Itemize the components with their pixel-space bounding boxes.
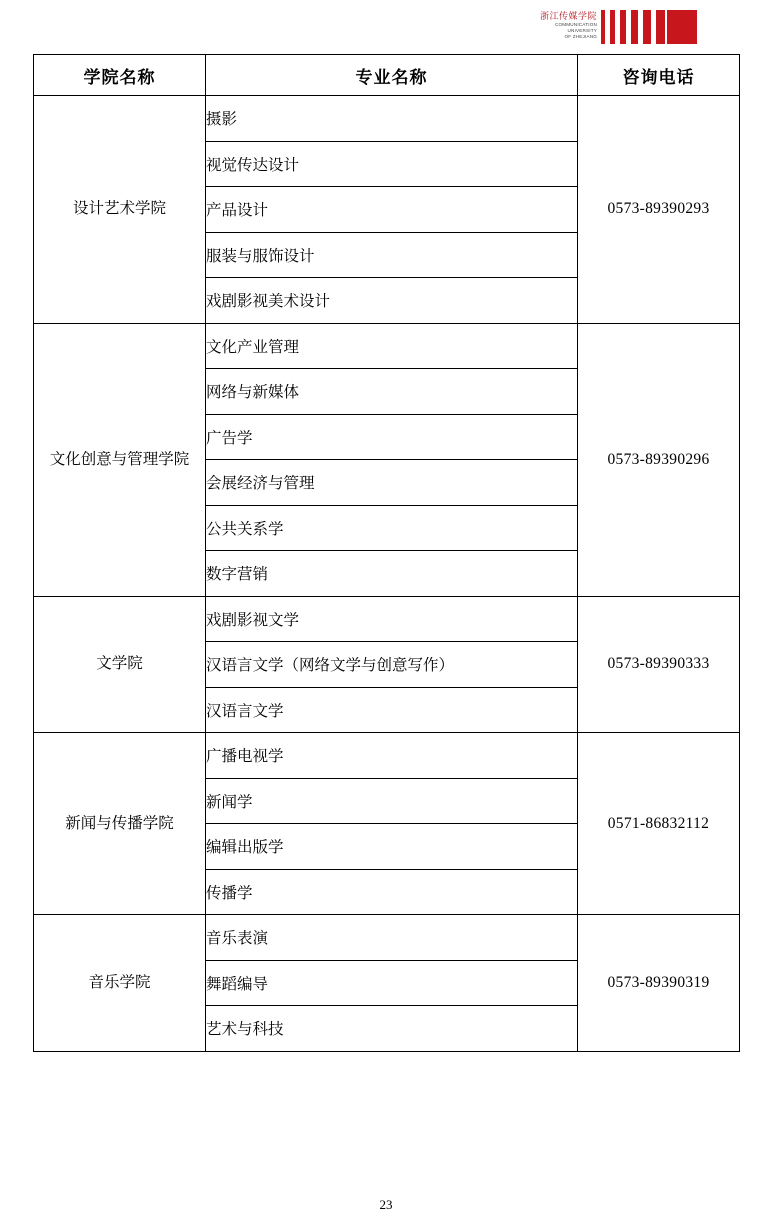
cell-major-name: 汉语言文学（网络文学与创意写作） [206, 642, 578, 688]
cell-phone-number: 0573-89390293 [578, 96, 740, 324]
cell-major-name: 网络与新媒体 [206, 369, 578, 415]
page-number: 23 [379, 1197, 393, 1212]
cell-major-name: 广播电视学 [206, 733, 578, 779]
cell-college-name: 文化创意与管理学院 [34, 323, 206, 596]
logo-name-chinese: 浙江传媒学院 [540, 11, 598, 21]
table-header-row [34, 55, 740, 96]
cell-major-name: 会展经济与管理 [206, 460, 578, 506]
logo-mark-icon [601, 10, 697, 44]
cell-college-name: 新闻与传播学院 [34, 733, 206, 915]
cell-major-name: 文化产业管理 [206, 323, 578, 369]
cell-major-name: 数字营销 [206, 551, 578, 597]
cell-phone-number: 0573-89390319 [578, 915, 740, 1052]
cell-major-name: 广告学 [206, 414, 578, 460]
table-header-college: 学院名称 [34, 55, 206, 96]
table-row [34, 915, 740, 961]
cell-major-name: 艺术与科技 [206, 1006, 578, 1052]
table-row [34, 323, 740, 369]
table-row [34, 96, 740, 142]
table-row [34, 733, 740, 779]
cell-phone-number: 0571-86832112 [578, 733, 740, 915]
cell-major-name: 音乐表演 [206, 915, 578, 961]
cell-major-name: 新闻学 [206, 778, 578, 824]
cell-major-name: 戏剧影视美术设计 [206, 278, 578, 324]
logo-text-block [540, 10, 597, 40]
logo-name-english-line2: UNIVERSITY [567, 28, 598, 33]
cell-phone-number: 0573-89390333 [578, 596, 740, 733]
logo-name-english-line1: COMMUNICATION [554, 22, 598, 27]
cell-college-name: 设计艺术学院 [34, 96, 206, 324]
cell-major-name: 编辑出版学 [206, 824, 578, 870]
cell-major-name: 舞蹈编导 [206, 960, 578, 1006]
cell-major-name: 摄影 [206, 96, 578, 142]
cell-phone-number: 0573-89390296 [578, 323, 740, 596]
cell-college-name: 文学院 [34, 596, 206, 733]
table-header-phone: 咨询电话 [578, 55, 740, 96]
cell-college-name: 音乐学院 [34, 915, 206, 1052]
cell-major-name: 产品设计 [206, 187, 578, 233]
cell-major-name: 传播学 [206, 869, 578, 915]
cell-major-name: 服装与服饰设计 [206, 232, 578, 278]
cell-major-name: 戏剧影视文学 [206, 596, 578, 642]
university-logo [540, 10, 732, 48]
cell-major-name: 公共关系学 [206, 505, 578, 551]
table-header-major: 专业名称 [206, 55, 578, 96]
cell-major-name: 汉语言文学 [206, 687, 578, 733]
cell-major-name: 视觉传达设计 [206, 141, 578, 187]
logo-name-english-line3: OF ZHEJIANG [564, 34, 598, 39]
majors-table [33, 54, 740, 1052]
table-row [34, 596, 740, 642]
